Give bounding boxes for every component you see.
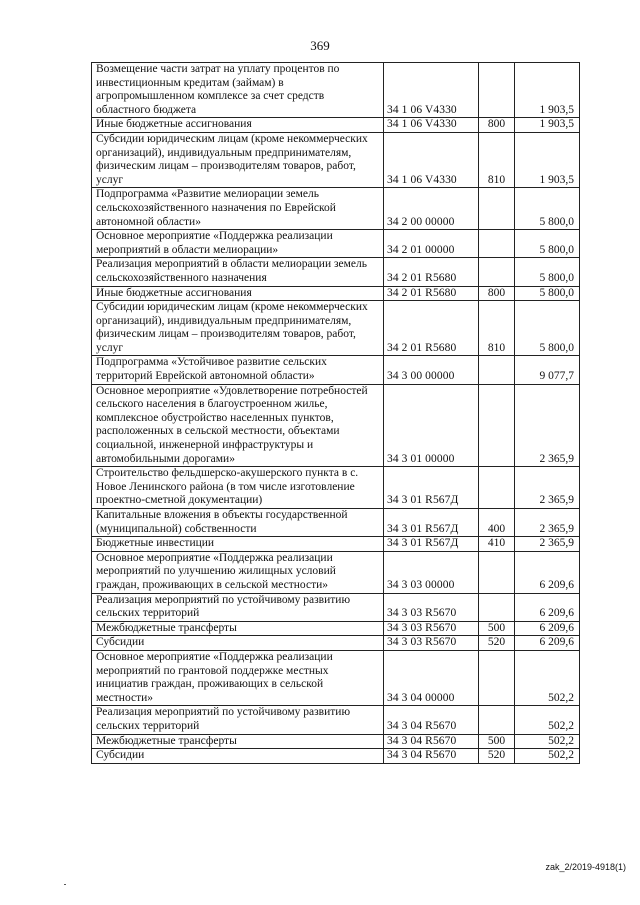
row-description: Строительство фельдшерско-акушерского пункта в с. Новое Ленинского района (в том числе изготовление проектно-сметной документации) xyxy=(92,467,384,509)
row-amount: 2 365,9 xyxy=(515,537,580,552)
row-description: Реализация мероприятий в области мелиорации земель сельскохозяйственного назначения xyxy=(92,258,384,286)
row-expense-type xyxy=(479,593,515,621)
row-description: Основное мероприятие «Поддержка реализации мероприятий в области мелиорации» xyxy=(92,230,384,258)
row-description: Реализация мероприятий по устойчивому развитию сельских территорий xyxy=(92,593,384,621)
row-description: Субсидии xyxy=(92,749,384,764)
table-row xyxy=(92,509,580,537)
row-amount: 502,2 xyxy=(515,734,580,749)
row-amount: 5 800,0 xyxy=(515,301,580,356)
budget-table xyxy=(91,62,580,764)
row-expense-type: 800 xyxy=(479,286,515,301)
row-expense-type xyxy=(479,551,515,593)
row-amount: 5 800,0 xyxy=(515,286,580,301)
row-expense-type: 500 xyxy=(479,734,515,749)
table-row xyxy=(92,258,580,286)
row-amount: 5 800,0 xyxy=(515,230,580,258)
row-description: Основное мероприятие «Поддержка реализации мероприятий по улучшению жилищных условий граждан, проживающих в сельской местности» xyxy=(92,551,384,593)
row-code: 34 2 00 00000 xyxy=(384,188,479,230)
row-description: Субсидии юридическим лицам (кроме некоммерческих организаций), индивидуальным предпринимателям, физическим лицам – производителям товаров, работ, услуг xyxy=(92,132,384,187)
row-code: 34 1 06 V4330 xyxy=(384,63,479,118)
row-amount: 1 903,5 xyxy=(515,118,580,133)
table-row xyxy=(92,749,580,764)
table-row xyxy=(92,636,580,651)
row-amount: 2 365,9 xyxy=(515,467,580,509)
row-expense-type: 800 xyxy=(479,118,515,133)
row-description: Субсидии юридическим лицам (кроме некоммерческих организаций), индивидуальным предпринимателям, физическим лицам – производителям товаров, работ, услуг xyxy=(92,301,384,356)
row-code: 34 2 01 R5680 xyxy=(384,258,479,286)
row-code: 34 3 03 R5670 xyxy=(384,593,479,621)
row-expense-type: 810 xyxy=(479,132,515,187)
row-code: 34 3 04 00000 xyxy=(384,650,479,705)
table-row xyxy=(92,537,580,552)
row-expense-type xyxy=(479,63,515,118)
row-amount: 2 365,9 xyxy=(515,384,580,467)
row-expense-type xyxy=(479,467,515,509)
row-expense-type xyxy=(479,356,515,384)
row-description: Основное мероприятие «Поддержка реализации мероприятий по грантовой поддержке местных инициатив граждан, проживающих в сельской местности» xyxy=(92,650,384,705)
table-row xyxy=(92,356,580,384)
row-expense-type xyxy=(479,258,515,286)
row-code: 34 1 06 V4330 xyxy=(384,118,479,133)
row-expense-type: 520 xyxy=(479,749,515,764)
row-code: 34 2 01 R5680 xyxy=(384,301,479,356)
row-code: 34 2 01 R5680 xyxy=(384,286,479,301)
row-expense-type xyxy=(479,230,515,258)
table-row xyxy=(92,230,580,258)
table-row xyxy=(92,650,580,705)
table-row xyxy=(92,132,580,187)
table-row xyxy=(92,593,580,621)
table-row xyxy=(92,734,580,749)
row-code: 34 3 04 R5670 xyxy=(384,734,479,749)
row-expense-type: 400 xyxy=(479,509,515,537)
row-description: Возмещение части затрат на уплату процентов по инвестиционным кредитам (займам) в агропромышленном комплексе за счет средств областного бюджета xyxy=(92,63,384,118)
row-code: 34 3 00 00000 xyxy=(384,356,479,384)
row-amount: 502,2 xyxy=(515,650,580,705)
row-description: Подпрограмма «Устойчивое развитие сельских территорий Еврейской автономной области» xyxy=(92,356,384,384)
row-expense-type xyxy=(479,188,515,230)
row-amount: 502,2 xyxy=(515,749,580,764)
row-expense-type xyxy=(479,384,515,467)
table-row xyxy=(92,301,580,356)
table-row xyxy=(92,551,580,593)
budget-table-body xyxy=(92,63,580,764)
table-row xyxy=(92,706,580,734)
table-row xyxy=(92,621,580,636)
table-row xyxy=(92,286,580,301)
row-code: 34 3 01 R567Д xyxy=(384,537,479,552)
row-description: Межбюджетные трансферты xyxy=(92,734,384,749)
page-number: 369 xyxy=(310,38,330,53)
row-description: Иные бюджетные ассигнования xyxy=(92,118,384,133)
row-amount: 1 903,5 xyxy=(515,132,580,187)
row-amount: 502,2 xyxy=(515,706,580,734)
row-expense-type: 520 xyxy=(479,636,515,651)
row-description: Иные бюджетные ассигнования xyxy=(92,286,384,301)
row-description: Бюджетные инвестиции xyxy=(92,537,384,552)
table-row xyxy=(92,118,580,133)
table-row xyxy=(92,188,580,230)
row-amount: 5 800,0 xyxy=(515,258,580,286)
row-code: 34 1 06 V4330 xyxy=(384,132,479,187)
row-expense-type xyxy=(479,706,515,734)
row-code: 34 3 01 R567Д xyxy=(384,509,479,537)
row-amount: 1 903,5 xyxy=(515,63,580,118)
margin-mark xyxy=(64,884,66,885)
row-code: 34 2 01 00000 xyxy=(384,230,479,258)
row-code: 34 3 01 00000 xyxy=(384,384,479,467)
row-description: Основное мероприятие «Удовлетворение потребностей сельского населения в благоустроенном жилье, комплексное обустройство населенных пунктов, расположенных в сельской местности, объектами социальной, инженерной инфраструктуры и автомобильными дорогами» xyxy=(92,384,384,467)
row-amount: 6 209,6 xyxy=(515,636,580,651)
row-amount: 6 209,6 xyxy=(515,551,580,593)
table-row xyxy=(92,384,580,467)
row-description: Субсидии xyxy=(92,636,384,651)
row-expense-type: 410 xyxy=(479,537,515,552)
row-code: 34 3 03 R5670 xyxy=(384,621,479,636)
table-row xyxy=(92,467,580,509)
row-amount: 6 209,6 xyxy=(515,593,580,621)
row-description: Реализация мероприятий по устойчивому развитию сельских территорий xyxy=(92,706,384,734)
row-amount: 2 365,9 xyxy=(515,509,580,537)
document-reference: zak_2/2019-4918(1) xyxy=(545,862,626,872)
row-description: Межбюджетные трансферты xyxy=(92,621,384,636)
row-code: 34 3 01 R567Д xyxy=(384,467,479,509)
row-description: Капитальные вложения в объекты государственной (муниципальной) собственности xyxy=(92,509,384,537)
table-row xyxy=(92,63,580,118)
row-code: 34 3 03 00000 xyxy=(384,551,479,593)
row-amount: 6 209,6 xyxy=(515,621,580,636)
row-amount: 5 800,0 xyxy=(515,188,580,230)
row-expense-type: 500 xyxy=(479,621,515,636)
row-code: 34 3 04 R5670 xyxy=(384,749,479,764)
row-expense-type: 810 xyxy=(479,301,515,356)
row-code: 34 3 04 R5670 xyxy=(384,706,479,734)
row-amount: 9 077,7 xyxy=(515,356,580,384)
row-description: Подпрограмма «Развитие мелиорации земель сельскохозяйственного назначения по Еврейской автономной области» xyxy=(92,188,384,230)
row-expense-type xyxy=(479,650,515,705)
row-code: 34 3 03 R5670 xyxy=(384,636,479,651)
